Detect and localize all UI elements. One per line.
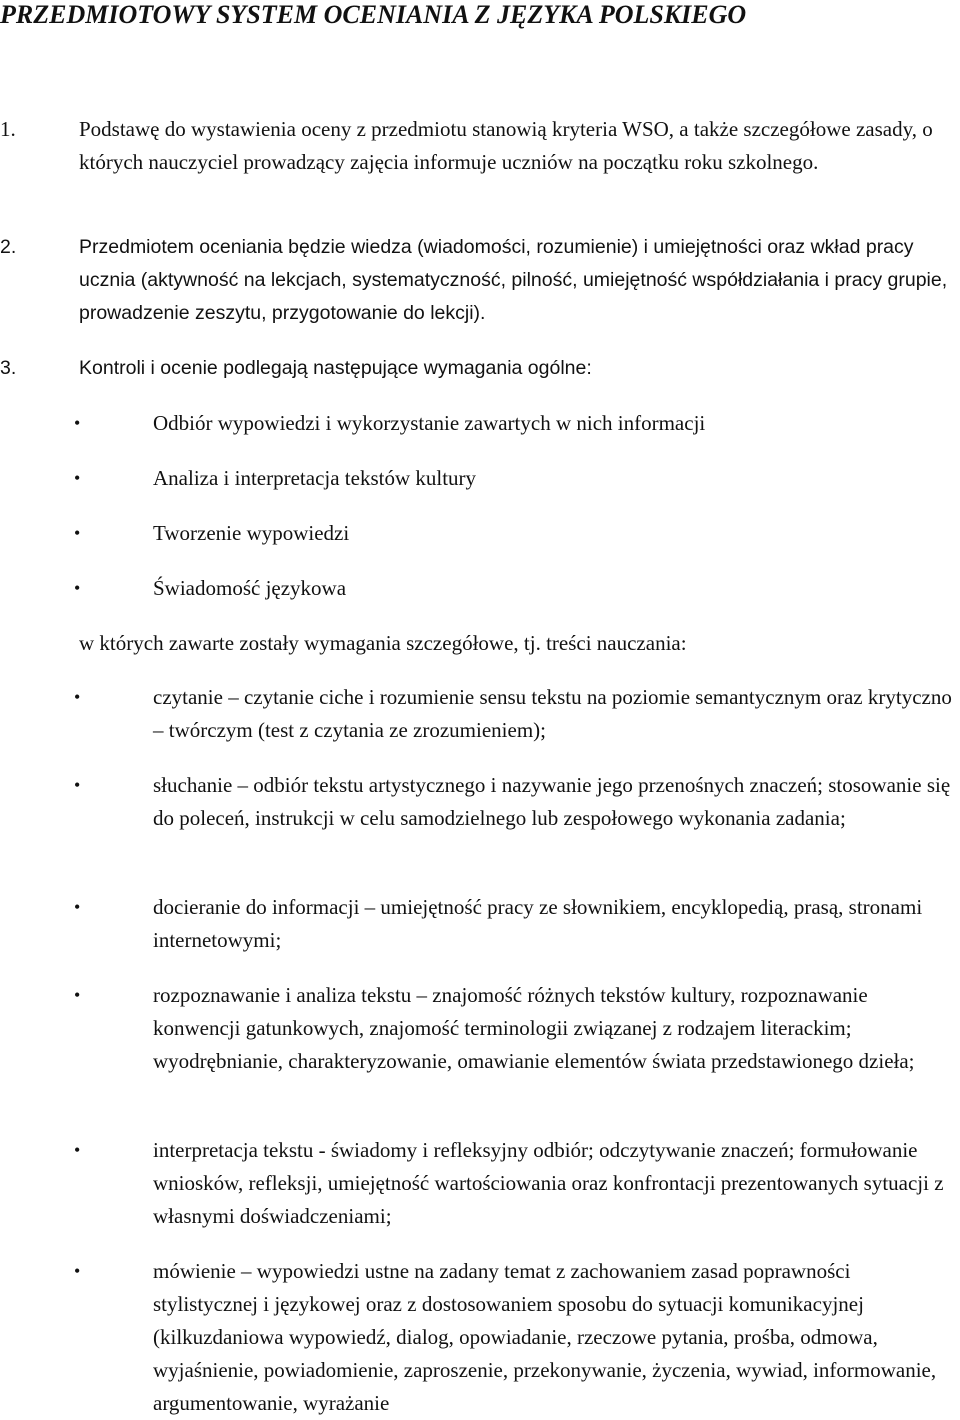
list-item-text: Odbiór wypowiedzi i wykorzystanie zawartych w nich informacji: [153, 411, 706, 435]
list-item-text: Analiza i interpretacja tekstów kultury: [153, 466, 477, 490]
list-item: [0, 769, 960, 835]
list-item: [0, 891, 960, 957]
list-item: [0, 1255, 960, 1420]
numbered-item-3: [0, 352, 960, 385]
item-number: 3.: [0, 357, 17, 379]
list-item-text: docieranie do informacji – umiejętność pracy ze słownikiem, encyklopedią, prasą, stronami internetowymi;: [153, 895, 923, 952]
bullet-icon: •: [74, 468, 81, 488]
bullet-icon: •: [74, 985, 81, 1005]
list-item-text: słuchanie – odbiór tekstu artystycznego i nazywanie jego przenośnych znaczeń; stosowanie się do poleceń, instrukcji w celu samodzielnego lub zespołowego wykonania zadania;: [153, 773, 951, 830]
detail-intro: w których zawarte zostały wymagania szczegółowe, tj. treści nauczania:: [79, 631, 687, 655]
list-item: [0, 517, 960, 550]
document-title: PRZEDMIOTOWY SYSTEM OCENIANIA Z JĘZYKA POLSKIEGO: [0, 0, 747, 29]
bullet-icon: •: [74, 897, 81, 917]
numbered-item-1: [0, 113, 960, 179]
list-item-text: mówienie – wypowiedzi ustne na zadany temat z zachowaniem zasad poprawności stylistycznej i językowej oraz z dostosowaniem sposobu do sytuacji komunikacyjnej (kilkuzdaniowa wypowiedź, dialog, opowiadanie, rzeczowe pytania, prośba, odmowa, wyjaśnienie, powiadomienie, zaproszenie, przekonywanie, życzenia, wywiad, informowanie, argumentowanie, wyrażanie: [153, 1259, 937, 1415]
list-item-text: rozpoznawanie i analiza tekstu – znajomość różnych tekstów kultury, rozpoznawanie konwencji gatunkowych, znajomość terminologii związanej z rodzajem literackim; wyodrębnianie, charakteryzowanie, omawianie elementów świata przedstawionego dzieła;: [153, 983, 915, 1073]
list-item: [0, 1134, 960, 1233]
bullet-icon: •: [74, 413, 81, 433]
bullet-icon: •: [74, 523, 81, 543]
list-item-text: czytanie – czytanie ciche i rozumienie sensu tekstu na poziomie semantycznym oraz krytyczno – twórczym (test z czytania ze zrozumieniem);: [153, 685, 952, 742]
list-item: [0, 572, 960, 605]
bullet-icon: •: [74, 775, 81, 795]
item-text: Przedmiotem oceniania będzie wiedza (wiadomości, rozumienie) i umiejętności oraz wkład pracy ucznia (aktywność na lekcjach, systematyczność, pilność, umiejętność współdziałania i pracy grupie, prowadzenie zeszytu, przygotowanie do lekcji).: [79, 236, 948, 324]
item-text: Podstawę do wystawienia oceny z przedmiotu stanowią kryteria WSO, a także szczegółowe zasady, o których nauczyciel prowadzący zajęcia informuje uczniów na początku roku szkolnego.: [79, 117, 933, 174]
numbered-item-2: [0, 231, 960, 330]
item-number: 2.: [0, 236, 17, 258]
bullet-icon: •: [74, 1261, 81, 1281]
list-item-text: interpretacja tekstu - świadomy i refleksyjny odbiór; odczytywanie znaczeń; formułowanie wniosków, refleksji, umiejętność wartościowania oraz konfrontacji prezentowanych sytuacji z własnymi doświadczeniami;: [153, 1138, 944, 1228]
bullet-icon: •: [74, 1140, 81, 1160]
bullet-icon: •: [74, 578, 81, 598]
bullet-icon: •: [74, 687, 81, 707]
list-item: [0, 462, 960, 495]
item-number: 1.: [0, 117, 16, 141]
list-item-text: Świadomość językowa: [153, 576, 347, 600]
list-item: [0, 979, 960, 1078]
item-text: Kontroli i ocenie podlegają następujące wymagania ogólne:: [79, 357, 592, 379]
list-item: [0, 681, 960, 747]
list-item-text: Tworzenie wypowiedzi: [153, 521, 350, 545]
list-item: [0, 407, 960, 440]
